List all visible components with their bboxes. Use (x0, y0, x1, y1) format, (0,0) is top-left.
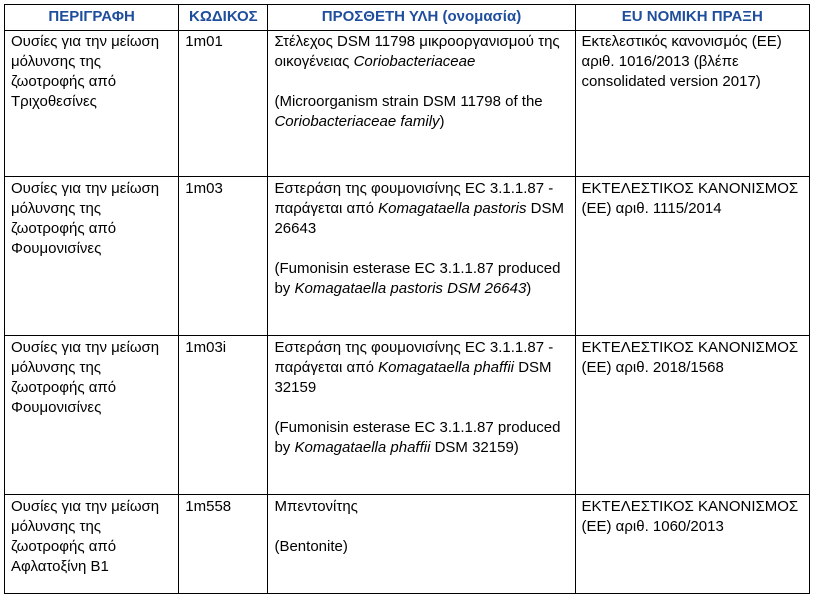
additive-english-italic: Coriobacteriaceae family (274, 113, 440, 130)
code-cell: 1m558 (179, 495, 268, 594)
legal-cell: ΕΚΤΕΛΕΣΤΙΚΟΣ ΚΑΝΟΝΙΣΜΟΣ (ΕΕ) αριθ. 1060/2013 (575, 495, 809, 594)
additive-cell (268, 336, 575, 495)
additive-cell (268, 177, 575, 336)
header-row (5, 5, 810, 31)
code-cell: 1m03i (179, 336, 268, 495)
additive-english-italic: Komagataella pastoris DSM 26643 (294, 280, 527, 297)
additive-greek-suffix: DSM 32159 (274, 359, 552, 396)
additive-english-italic: Komagataella phaffii (294, 439, 431, 456)
code-cell: 1m01 (179, 31, 268, 177)
additive-greek-text: Εστεράση της φουμονισίνης EC 3.1.1.87 - παράγεται από (274, 180, 554, 217)
legal-cell: ΕΚΤΕΛΕΣΤΙΚΟΣ ΚΑΝΟΝΙΣΜΟΣ (ΕΕ) αριθ. 2018/1568 (575, 336, 809, 495)
header-additive: ΠΡΟΣΘΕΤΗ ΥΛΗ (ονομασία) (268, 5, 575, 31)
header-legal: EU ΝΟΜΙΚΗ ΠΡΑΞΗ (575, 5, 809, 31)
description-cell: Ουσίες για την μείωση μόλυνσης της ζωοτροφής από Φουμονισίνες (5, 177, 179, 336)
description-cell: Ουσίες για την μείωση μόλυνσης της ζωοτροφής από Τριχοθεσίνες (5, 31, 179, 177)
table-row (5, 177, 810, 336)
additive-english-suffix: DSM 32159) (430, 439, 519, 456)
description-cell: Ουσίες για την μείωση μόλυνσης της ζωοτροφής από Αφλατοξίνη Β1 (5, 495, 179, 594)
additive-english-suffix: ) (526, 280, 532, 297)
code-cell: 1m03 (179, 177, 268, 336)
description-cell: Ουσίες για την μείωση μόλυνσης της ζωοτροφής από Φουμονισίνες (5, 336, 179, 495)
additive-greek-text: Μπεντονίτης (274, 498, 358, 515)
additive-english-suffix: ) (439, 113, 445, 130)
additive-greek-italic: Komagataella phaffii (378, 359, 515, 376)
additive-cell (268, 495, 575, 594)
additive-english-text: (Bentonite) (274, 538, 348, 555)
additive-greek-italic: Komagataella pastoris (378, 200, 527, 217)
additive-cell (268, 31, 575, 177)
additive-english-text: (Microorganism strain DSM 11798 of the (274, 93, 543, 110)
header-code: ΚΩΔΙΚΟΣ (179, 5, 268, 31)
additives-table (4, 4, 810, 594)
table-row (5, 495, 810, 594)
table-row (5, 31, 810, 177)
additive-greek-text: Στέλεχος DSM 11798 μικροοργανισμού της οικογένειας (274, 33, 560, 70)
additive-english-text: (Fumonisin esterase EC 3.1.1.87 produced by (274, 260, 561, 297)
legal-cell: Εκτελεστικός κανονισμός (ΕΕ) αριθ. 1016/2013 (βλέπε consolidated version 2017) (575, 31, 809, 177)
table-row (5, 336, 810, 495)
additive-greek-italic: Coriobacteriaceae (353, 53, 476, 70)
header-description: ΠΕΡΙΓΡΑΦΗ (5, 5, 179, 31)
legal-cell: ΕΚΤΕΛΕΣΤΙΚΟΣ ΚΑΝΟΝΙΣΜΟΣ (ΕΕ) αριθ. 1115/2014 (575, 177, 809, 336)
additive-greek-text: Εστεράση της φουμονισίνης EC 3.1.1.87 - παράγεται από (274, 339, 554, 376)
additive-english-text: (Fumonisin esterase EC 3.1.1.87 produced by (274, 419, 561, 456)
additive-greek-suffix: DSM 26643 (274, 200, 565, 237)
